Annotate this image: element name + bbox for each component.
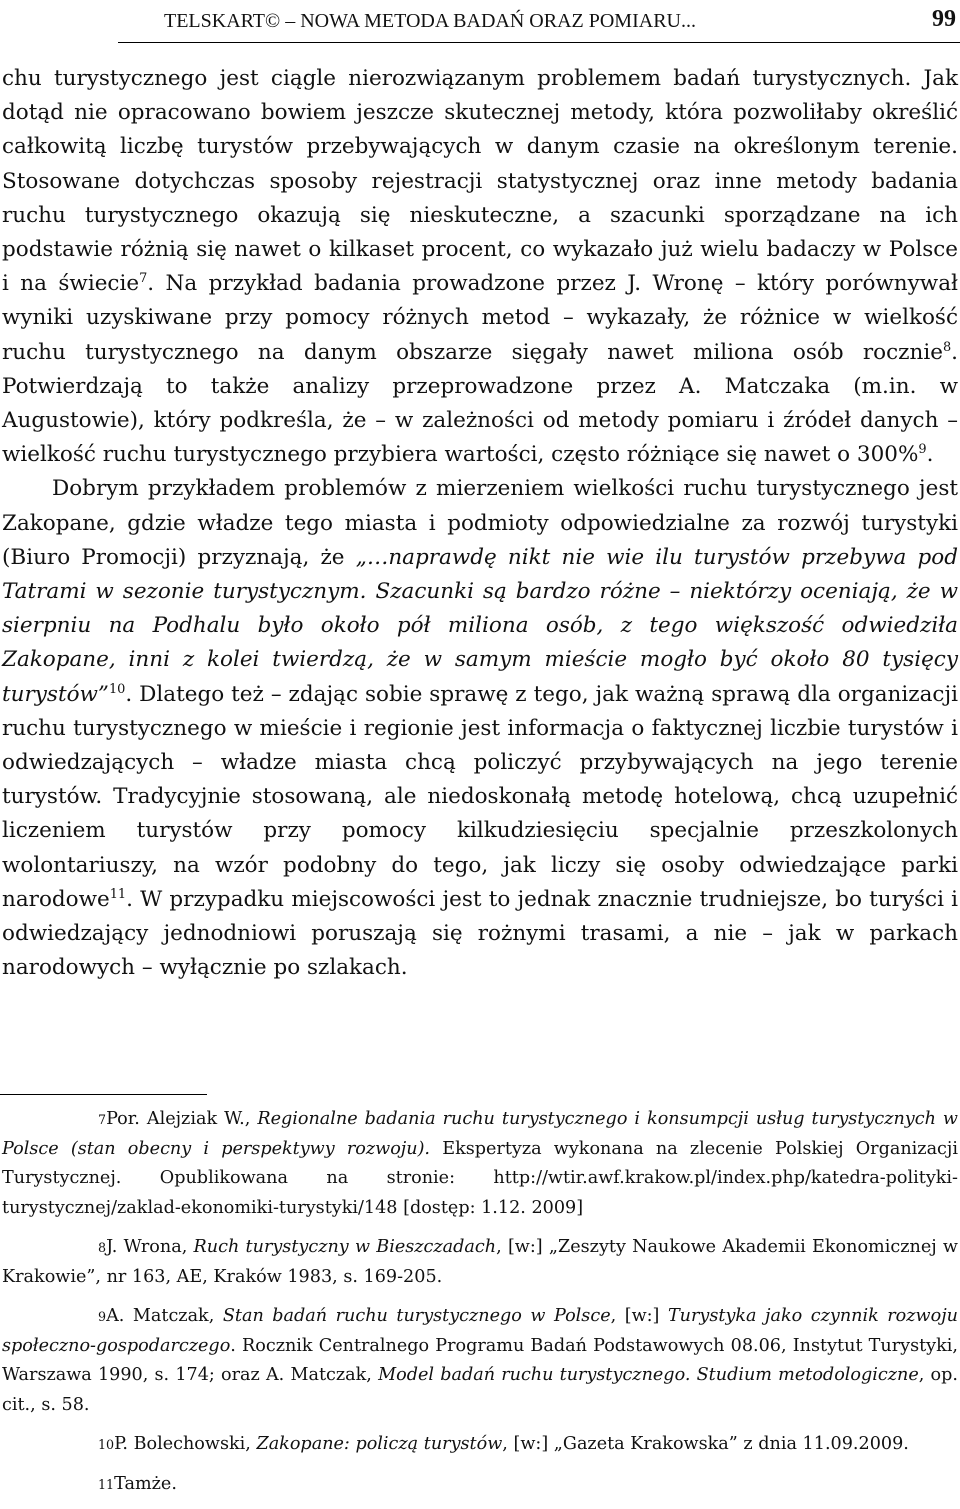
footnote-7-text-a: Por. Alejziak W.,	[106, 1109, 258, 1129]
page-header	[118, 4, 960, 43]
footnotes	[2, 1105, 958, 1509]
footnote-11	[2, 1470, 958, 1500]
footnote-9-title-3: Model badań ruchu turystycznego. Studium metodologiczne	[378, 1365, 919, 1385]
footnote-ref-8[interactable]: 8	[942, 339, 952, 355]
paragraph-1	[2, 62, 958, 472]
main-text	[2, 62, 958, 985]
footnote-9-text-d: , op. cit., s. 58.	[2, 1365, 958, 1415]
paragraph-2-text-a: Dobrym przykładem problemów z mierzeniem wielkości ruchu turystycznego jest Zakopane, gdzie władze tego miasta i podmioty odpowiedzialne za rozwój turystyki (Biuro Promocji) przyznają, że	[2, 476, 958, 570]
footnote-9	[2, 1302, 958, 1420]
footnote-8-text-a: J. Wrona,	[106, 1237, 194, 1257]
footnote-8-title: Ruch turystyczny w Bieszczadach	[193, 1237, 497, 1257]
footnote-8	[2, 1233, 958, 1292]
footnote-10-number: 10	[98, 1437, 115, 1452]
paragraph-2-text-c: . W przypadku miejscowości jest to jednak znacznie trudniejsze, bo turyści i odwiedzający jednodniowi poruszają się rożnymi trasami, a nie – jak w parkach narodowych – wyłącznie po szlakach.	[2, 886, 958, 981]
footnote-10-text-b: , [w:] „Gazeta Krakowska” z dnia 11.09.2009.	[502, 1434, 909, 1454]
footnote-10	[2, 1430, 958, 1460]
page-number: 99	[932, 6, 956, 32]
paragraph-1-text-d: .	[926, 442, 934, 468]
footnote-9-title-1: Stan badań ruchu turystycznego w Polsce	[222, 1306, 611, 1326]
footnote-9-text-c: . Rocznik Centralnego Programu Badań Podstawowych 08.06, Instytut Turystyki, Warszawa 1990, s. 174; oraz A. Matczak,	[2, 1335, 958, 1385]
paragraph-2	[2, 472, 958, 985]
footnote-11-number: 11	[98, 1476, 115, 1492]
footnote-9-number: 9	[98, 1309, 107, 1324]
paragraph-1-text-a: chu turystycznego jest ciągle nierozwiązanym problemem badań turystycznych. Jak dotąd nie opracowano bowiem jeszcze skutecznej metody, która pozwoliłaby określić całkowitą liczbę turystów przebywających w danym czasie na określonym terenie. Stosowane dotychczas sposoby rejestracji statystycznej oraz inne metody badania ruchu turystycznego okazują się nieskuteczne, a szacunki sporządzane na ich podstawie różnią się nawet o kilkaset procent, co wykazało już wielu badaczy w Polsce i na świecie	[2, 66, 958, 297]
footnote-10-title: Zakopane: policzą turystów	[256, 1434, 503, 1454]
footnote-7-number: 7	[98, 1112, 107, 1127]
footnote-8-number: 8	[98, 1240, 107, 1255]
footnote-ref-11[interactable]: 11	[109, 886, 127, 902]
footnote-11-text: Tamże.	[114, 1473, 177, 1494]
footnote-7-text-b: Ekspertyza wykonana na zlecenie Polskiej Organizacji Turystycznej. Opublikowana na stronie: http://wtir.awf.krakow.pl/index.php/katedra-polityki-turystycznej/zaklad-ekonomiki-turystyki/148 [dostęp: 1.12. 2009]	[2, 1138, 958, 1218]
footnote-separator	[0, 1094, 207, 1095]
paragraph-1-text-b: . Na przykład badania prowadzone przez J. Wronę – który porównywał wyniki uzyskiwane przy pomocy różnych metod – wykazały, że różnice w wielkość ruchu turystycznego na danym obszarze sięgały nawet miliona osób rocznie	[2, 271, 958, 365]
paragraph-2-quote: „…naprawdę nikt nie wie ilu turystów przebywa pod Tatrami w sezonie turystycznym. Szacunki są bardzo różne – niektórzy oceniają, że w sierpniu na Podhalu było około pół miliona osób, z tego większość odwiedziła Zakopane, inni z kolei twierdzą, że w samym mieście mogło być około 80 tysięcy turystów”	[2, 544, 958, 707]
footnote-7	[2, 1105, 958, 1223]
footnote-ref-7[interactable]: 7	[139, 271, 148, 287]
paragraph-2-text-b: . Dlatego też – zdając sobie sprawę z tego, jak ważną sprawą dla organizacji ruchu turystycznego w mieście i regionie jest informacja o faktycznej liczbie turystów i odwiedzających – władze miasta chcą policzyć przybywających na jego terenie turystów. Tradycyjnie stosowaną, ale niedoskonałą metodę hotelową, chcą uzupełnić liczeniem turystów przy pomocy kilkudziesięciu specjalnie przeszkolonych wolontariuszy, na wzór podobny do tego, jak liczy się osoby odwiedzające parki narodowe	[2, 681, 958, 912]
footnote-8-text-b: , [w:] „Zeszyty Naukowe Akademii Ekonomicznej w Krakowie”, nr 163, AE, Kraków 1983, s. 169-205.	[2, 1237, 958, 1287]
footnote-7-title: Regionalne badania ruchu turystycznego i konsumpcji usług turystycznych w Polsce (stan obecny i perspektywy rozwoju).	[2, 1109, 958, 1159]
running-title: TELSKART© – NOWA METODA BADAŃ ORAZ POMIARU...	[164, 10, 696, 32]
footnote-9-text-b: , [w:]	[610, 1306, 668, 1326]
footnote-10-text-a: P. Bolechowski,	[114, 1434, 257, 1454]
footnote-ref-10[interactable]: 10	[108, 681, 126, 697]
footnote-ref-9[interactable]: 9	[918, 442, 927, 458]
footnote-9-text-a: A. Matczak,	[106, 1306, 223, 1326]
paragraph-1-text-c: . Potwierdzają to także analizy przeprowadzone przez A. Matczaka (m.in. w Augustowie), który podkreśla, że – w zależności od metody pomiaru i źródeł danych – wielkość ruchu turystycznego przybiera wartości, często różniące się nawet o 300%	[2, 339, 958, 468]
footnote-9-title-2: Turystyka jako czynnik rozwoju społeczno-gospodarczego	[2, 1306, 958, 1356]
